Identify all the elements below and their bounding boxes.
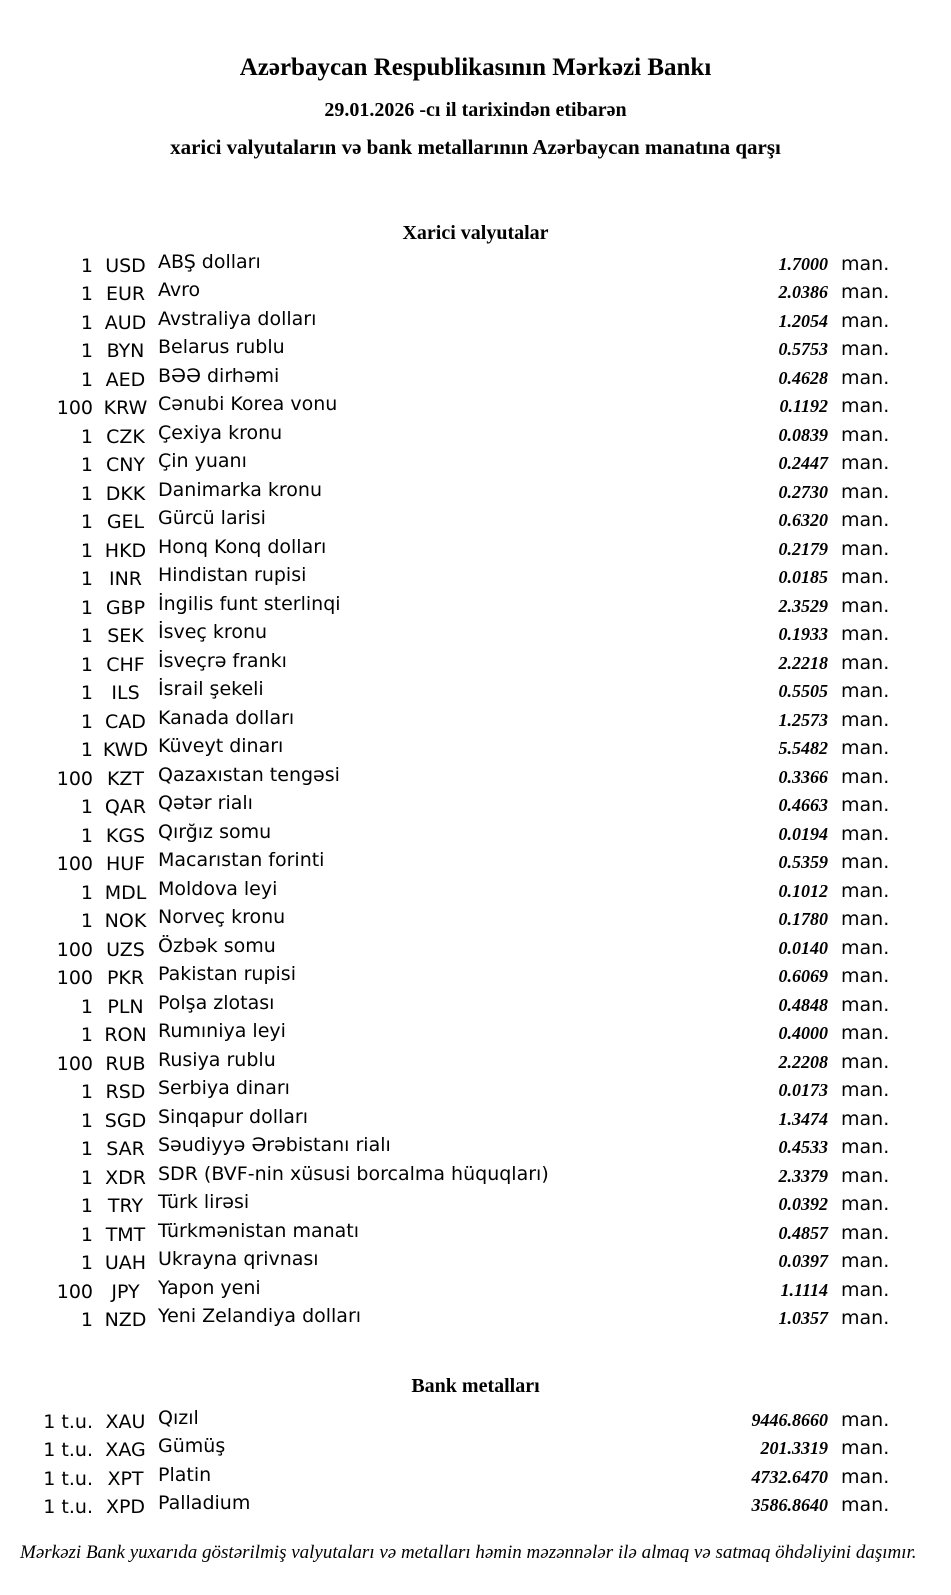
currency-unit-label: man. <box>841 651 890 674</box>
currency-row <box>0 335 951 364</box>
currency-quantity: 1 <box>80 910 93 933</box>
currency-name: Qırğız somu <box>158 820 272 843</box>
currency-row <box>0 620 951 649</box>
currencies-section-title: Xarici valyutalar <box>402 221 549 244</box>
currency-code: SGD <box>104 1109 147 1132</box>
currency-name: Çin yuanı <box>158 450 247 473</box>
currency-rate: 0.2179 <box>778 538 828 559</box>
currency-quantity: 1 <box>80 995 93 1018</box>
currency-quantity: 100 <box>56 1052 93 1075</box>
metal-code: XAG <box>105 1439 146 1462</box>
currency-rate: 0.1012 <box>778 880 828 901</box>
currency-unit-label: man. <box>841 1278 890 1301</box>
currency-row <box>0 649 951 678</box>
currency-quantity: 100 <box>56 967 93 990</box>
currency-row <box>0 877 951 906</box>
currency-quantity: 1 <box>80 739 93 762</box>
currency-code: DKK <box>105 482 146 505</box>
currency-quantity: 1 <box>80 682 93 705</box>
metal-quantity: 1 t.u. <box>43 1467 93 1490</box>
currency-quantity: 1 <box>80 511 93 534</box>
currency-quantity: 1 <box>80 425 93 448</box>
currency-rate: 1.0357 <box>778 1308 828 1329</box>
currency-rate: 0.5753 <box>778 339 828 360</box>
currency-unit-label: man. <box>841 1221 890 1244</box>
currency-name: ABŞ dolları <box>158 250 261 273</box>
currency-quantity: 1 <box>80 311 93 334</box>
currency-rate: 2.3529 <box>778 595 828 616</box>
currency-unit-label: man. <box>841 1193 890 1216</box>
currency-name: Ukrayna qrivnası <box>158 1248 319 1271</box>
currency-row <box>0 449 951 478</box>
metal-rate: 9446.8660 <box>751 1409 828 1430</box>
currency-unit-label: man. <box>841 908 890 931</box>
currency-quantity: 1 <box>80 340 93 363</box>
metal-row <box>0 1406 951 1435</box>
currency-code: BYN <box>106 340 145 363</box>
currency-unit-label: man. <box>841 1250 890 1273</box>
metal-name: Qızıl <box>158 1406 199 1429</box>
currency-code: NZD <box>104 1309 147 1332</box>
currency-rate: 0.0140 <box>778 937 828 958</box>
currency-quantity: 1 <box>80 1109 93 1132</box>
currency-row <box>0 1276 951 1305</box>
currency-row <box>0 1304 951 1333</box>
metal-unit-label: man. <box>841 1494 890 1517</box>
currency-quantity: 1 <box>80 454 93 477</box>
currency-code: KWD <box>102 739 149 762</box>
currency-name: Serbiya dinarı <box>158 1077 290 1100</box>
metal-unit-label: man. <box>841 1408 890 1431</box>
currency-code: EUR <box>105 283 146 306</box>
currency-unit-label: man. <box>841 680 890 703</box>
currency-row <box>0 1190 951 1219</box>
currency-rate: 0.4857 <box>778 1222 828 1243</box>
currency-quantity: 1 <box>80 1081 93 1104</box>
currency-unit-label: man. <box>841 708 890 731</box>
currency-rate: 0.1780 <box>778 909 828 930</box>
currency-unit-label: man. <box>841 623 890 646</box>
currency-rate: 0.0173 <box>778 1080 828 1101</box>
currency-name: Avro <box>158 279 201 302</box>
currency-unit-label: man. <box>841 936 890 959</box>
currency-row <box>0 535 951 564</box>
currency-rate: 1.7000 <box>778 253 828 274</box>
metal-rate: 201.3319 <box>760 1438 828 1459</box>
currency-code: KRW <box>103 397 148 420</box>
currency-name: Türk lirəsi <box>158 1191 250 1214</box>
currency-rate: 0.6320 <box>778 510 828 531</box>
currency-name: Danimarka kronu <box>158 478 323 501</box>
currency-name: Özbək somu <box>158 934 276 957</box>
currency-quantity: 1 <box>80 796 93 819</box>
currency-unit-label: man. <box>841 794 890 817</box>
currency-code: CNY <box>105 454 146 477</box>
currency-row <box>0 991 951 1020</box>
bulletin-subtitle: xarici valyutaların və bank metallarının Azərbaycan manatına qarşı <box>170 134 781 159</box>
currency-rate: 0.5505 <box>778 681 828 702</box>
currency-code: USD <box>105 254 146 277</box>
currency-name: Türkmənistan manatı <box>158 1219 360 1242</box>
currency-rate: 0.3366 <box>778 766 828 787</box>
currency-row <box>0 1162 951 1191</box>
currency-unit-label: man. <box>841 879 890 902</box>
currency-row <box>0 1247 951 1276</box>
currency-rate: 0.1933 <box>778 624 828 645</box>
currency-row <box>0 848 951 877</box>
currency-name: Gürcü larisi <box>158 507 266 530</box>
currency-code: INR <box>108 568 143 591</box>
currency-code: GEL <box>106 511 145 534</box>
metal-unit-label: man. <box>841 1437 890 1460</box>
currency-name: Honq Konq dolları <box>158 535 327 558</box>
currency-rate: 0.0185 <box>778 567 828 588</box>
currency-row <box>0 250 951 279</box>
currency-name: Səudiyyə Ərəbistanı rialı <box>158 1134 391 1157</box>
currency-row <box>0 478 951 507</box>
currency-code: PLN <box>107 995 144 1018</box>
currency-code: RSD <box>105 1081 146 1104</box>
currency-unit-label: man. <box>841 480 890 503</box>
currency-name: SDR (BVF-nin xüsusi borcalma hüquqları) <box>158 1162 549 1185</box>
currency-quantity: 1 <box>80 283 93 306</box>
currency-name: Çexiya kronu <box>158 421 283 444</box>
currency-rate: 2.3379 <box>778 1165 828 1186</box>
currency-rate: 5.5482 <box>778 738 828 759</box>
currency-unit-label: man. <box>841 309 890 332</box>
currency-quantity: 1 <box>80 1309 93 1332</box>
currency-row <box>0 392 951 421</box>
currency-unit-label: man. <box>841 252 890 275</box>
currency-code: KGS <box>105 824 146 847</box>
currency-rate: 0.4663 <box>778 795 828 816</box>
currency-rate: 0.5359 <box>778 852 828 873</box>
currency-quantity: 1 <box>80 254 93 277</box>
currency-unit-label: man. <box>841 366 890 389</box>
metal-row <box>0 1463 951 1492</box>
currency-quantity: 1 <box>80 1166 93 1189</box>
currency-row <box>0 734 951 763</box>
metal-code: XPD <box>105 1496 146 1519</box>
currency-quantity: 1 <box>80 368 93 391</box>
metal-quantity: 1 t.u. <box>43 1410 93 1433</box>
currency-quantity: 1 <box>80 1024 93 1047</box>
currency-code: NOK <box>104 910 147 933</box>
currency-rate: 0.0194 <box>778 823 828 844</box>
currency-code: AED <box>105 368 146 391</box>
currency-rate: 1.1114 <box>780 1279 828 1300</box>
metal-unit-label: man. <box>841 1465 890 1488</box>
currency-unit-label: man. <box>841 1107 890 1130</box>
currency-name: Rumıniya leyi <box>158 1020 286 1043</box>
currency-unit-label: man. <box>841 1136 890 1159</box>
currency-name: Qazaxıstan tengəsi <box>158 763 340 786</box>
currency-quantity: 1 <box>80 1138 93 1161</box>
currency-quantity: 100 <box>56 938 93 961</box>
currency-row <box>0 1076 951 1105</box>
currency-code: HUF <box>105 853 146 876</box>
currency-quantity: 1 <box>80 596 93 619</box>
metal-quantity: 1 t.u. <box>43 1496 93 1519</box>
currency-name: Hindistan rupisi <box>158 564 307 587</box>
currency-rate: 0.4628 <box>778 367 828 388</box>
currency-code: CHF <box>106 653 145 676</box>
currency-row <box>0 820 951 849</box>
currency-quantity: 1 <box>80 625 93 648</box>
currency-unit-label: man. <box>841 1079 890 1102</box>
currency-code: UAH <box>104 1252 147 1275</box>
currency-unit-label: man. <box>841 822 890 845</box>
currency-code: RON <box>104 1024 147 1047</box>
metals-table <box>0 1406 951 1520</box>
currency-rate: 0.0397 <box>778 1251 828 1272</box>
currency-name: Yeni Zelandiya dolları <box>158 1305 362 1328</box>
currency-rate: 0.4848 <box>778 994 828 1015</box>
currency-code: MDL <box>104 881 147 904</box>
currency-code: AUD <box>104 311 147 334</box>
currency-quantity: 100 <box>56 853 93 876</box>
currency-quantity: 1 <box>80 881 93 904</box>
currency-row <box>0 934 951 963</box>
currency-code: GBP <box>105 596 146 619</box>
currency-code: TMT <box>105 1223 146 1246</box>
currency-name: İngilis funt sterlinqi <box>158 592 341 615</box>
currency-code: UZS <box>106 938 145 961</box>
currency-unit-label: man. <box>841 737 890 760</box>
currency-row <box>0 706 951 735</box>
currency-unit-label: man. <box>841 452 890 475</box>
currency-row <box>0 421 951 450</box>
currency-row <box>0 1105 951 1134</box>
currency-row <box>0 506 951 535</box>
currency-row <box>0 364 951 393</box>
currency-name: Küveyt dinarı <box>158 735 284 758</box>
currency-row <box>0 592 951 621</box>
currency-rate: 2.2218 <box>778 652 828 673</box>
currency-name: Qətər rialı <box>158 792 253 815</box>
currency-quantity: 1 <box>80 710 93 733</box>
currency-row <box>0 677 951 706</box>
metal-rate: 4732.6470 <box>751 1466 828 1487</box>
currency-code: ILS <box>111 682 140 705</box>
currency-name: İsveçrə frankı <box>158 649 287 672</box>
currency-unit-label: man. <box>841 1022 890 1045</box>
currency-code: PKR <box>106 967 145 990</box>
metal-code: XAU <box>105 1410 146 1433</box>
metal-name: Platin <box>158 1463 212 1486</box>
currency-row <box>0 563 951 592</box>
currency-rate: 2.2208 <box>778 1051 828 1072</box>
currency-quantity: 100 <box>56 397 93 420</box>
currency-rate: 0.4533 <box>778 1137 828 1158</box>
currency-row <box>0 307 951 336</box>
currency-row <box>0 905 951 934</box>
currency-code: KZT <box>106 767 145 790</box>
currency-row <box>0 1019 951 1048</box>
currency-code: SAR <box>106 1138 145 1161</box>
currency-row <box>0 1133 951 1162</box>
currency-name: Pakistan rupisi <box>158 963 296 986</box>
currency-quantity: 1 <box>80 1252 93 1275</box>
metal-quantity: 1 t.u. <box>43 1439 93 1462</box>
currency-unit-label: man. <box>841 281 890 304</box>
currency-code: CAD <box>105 710 146 733</box>
currency-name: Rusiya rublu <box>158 1048 276 1071</box>
currency-name: Kanada dolları <box>158 706 295 729</box>
currency-name: Sinqapur dolları <box>158 1105 309 1128</box>
currency-name: Belarus rublu <box>158 336 285 359</box>
currency-rate: 1.3474 <box>778 1108 828 1129</box>
metal-row <box>0 1491 951 1520</box>
currency-rate: 0.2447 <box>778 453 828 474</box>
metal-code: XPT <box>107 1467 144 1490</box>
currency-quantity: 1 <box>80 482 93 505</box>
currency-code: RUB <box>105 1052 146 1075</box>
currency-rate: 1.2573 <box>778 709 828 730</box>
currency-row <box>0 791 951 820</box>
currency-quantity: 1 <box>80 653 93 676</box>
metal-name: Palladium <box>158 1492 251 1515</box>
currency-name: Polşa zlotası <box>158 991 275 1014</box>
metal-rate: 3586.8640 <box>751 1495 828 1516</box>
currency-rate: 0.1192 <box>779 396 828 417</box>
currency-quantity: 1 <box>80 568 93 591</box>
currency-code: SEK <box>107 625 144 648</box>
metals-section-title: Bank metalları <box>411 1374 540 1397</box>
currency-unit-label: man. <box>841 395 890 418</box>
currency-name: İsrail şekeli <box>158 678 264 701</box>
currency-rate: 0.2730 <box>778 481 828 502</box>
currency-quantity: 100 <box>56 1280 93 1303</box>
currency-unit-label: man. <box>841 993 890 1016</box>
currency-unit-label: man. <box>841 338 890 361</box>
currency-unit-label: man. <box>841 851 890 874</box>
metal-name: Gümüş <box>158 1435 226 1458</box>
currency-rate: 0.6069 <box>778 966 828 987</box>
currency-unit-label: man. <box>841 1307 890 1330</box>
currency-quantity: 1 <box>80 1195 93 1218</box>
currency-row <box>0 763 951 792</box>
currency-code: CZK <box>106 425 145 448</box>
currency-name: İsveç kronu <box>158 621 268 644</box>
currency-rate: 0.0839 <box>778 424 828 445</box>
currency-code: JPY <box>111 1280 140 1303</box>
currency-rate: 0.0392 <box>778 1194 828 1215</box>
currency-unit-label: man. <box>841 509 890 532</box>
metal-row <box>0 1434 951 1463</box>
currency-rate: 2.0386 <box>778 282 828 303</box>
currency-name: Yapon yeni <box>158 1276 261 1299</box>
currency-quantity: 100 <box>56 767 93 790</box>
currency-code: TRY <box>107 1195 144 1218</box>
footer-disclaimer: Mərkəzi Bank yuxarıda göstərilmiş valyutaları və metalları həmin məzənnələr ilə almaq və satmaq öhdəliyini daşımır. <box>20 1541 917 1563</box>
currency-code: HKD <box>104 539 147 562</box>
currency-unit-label: man. <box>841 423 890 446</box>
currency-code: XDR <box>105 1166 146 1189</box>
currency-quantity: 1 <box>80 539 93 562</box>
currency-row <box>0 1219 951 1248</box>
currency-unit-label: man. <box>841 765 890 788</box>
page-title: Azərbaycan Respublikasının Mərkəzi Bankı <box>239 54 712 81</box>
currency-quantity: 1 <box>80 824 93 847</box>
currency-name: Macarıstan forinti <box>158 849 325 872</box>
currency-code: QAR <box>104 796 147 819</box>
currency-row <box>0 1048 951 1077</box>
currency-row <box>0 278 951 307</box>
currency-rate: 1.2054 <box>778 310 828 331</box>
effective-date-line: 29.01.2026 -cı il tarixindən etibarən <box>324 98 627 121</box>
currency-row <box>0 962 951 991</box>
currencies-table <box>0 250 951 1333</box>
currency-name: BƏƏ dirhəmi <box>158 364 280 387</box>
currency-unit-label: man. <box>841 566 890 589</box>
currency-name: Moldova leyi <box>158 877 278 900</box>
currency-unit-label: man. <box>841 1050 890 1073</box>
currency-rate: 0.4000 <box>778 1023 828 1044</box>
currency-name: Cənubi Korea vonu <box>158 393 338 416</box>
currency-quantity: 1 <box>80 1223 93 1246</box>
currency-unit-label: man. <box>841 537 890 560</box>
currency-unit-label: man. <box>841 1164 890 1187</box>
currency-name: Avstraliya dolları <box>158 307 317 330</box>
currency-unit-label: man. <box>841 594 890 617</box>
currency-name: Norveç kronu <box>158 906 286 929</box>
currency-unit-label: man. <box>841 965 890 988</box>
